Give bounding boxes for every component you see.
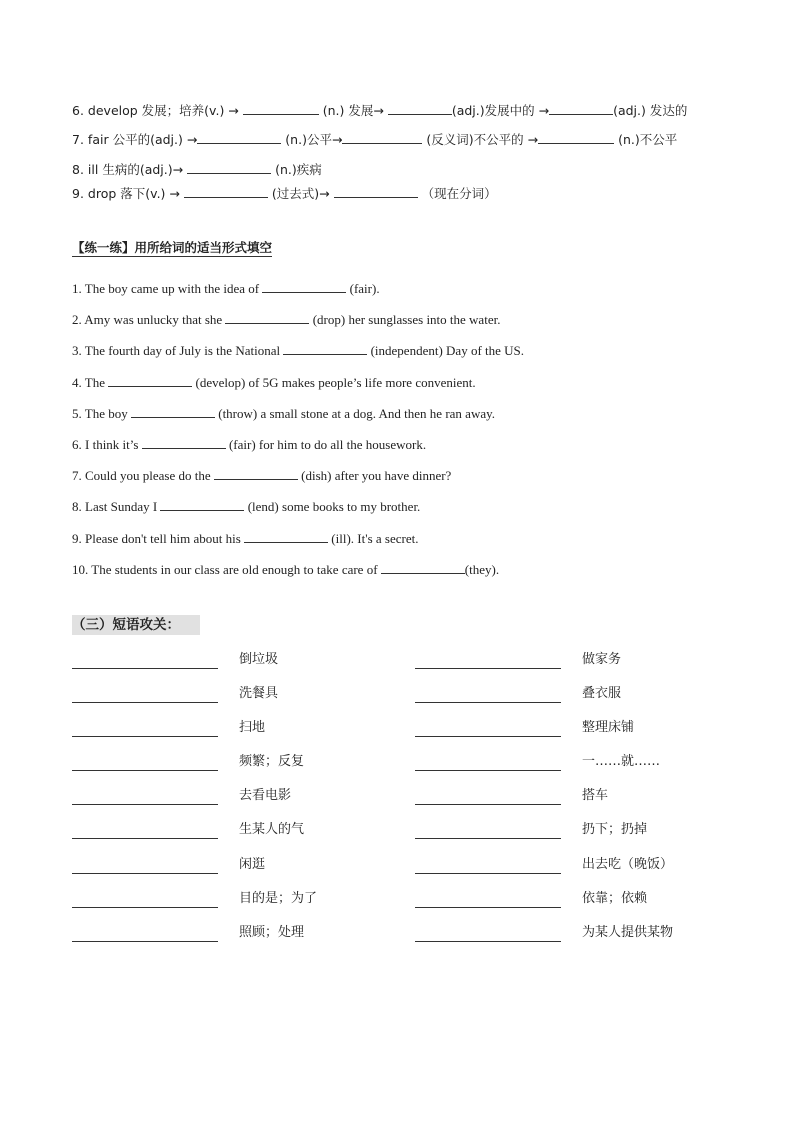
answer-blank[interactable] bbox=[187, 161, 271, 174]
phrase-answer-blank[interactable] bbox=[72, 940, 218, 942]
sentence-end: (dish) after you have dinner? bbox=[301, 468, 452, 483]
phrase-answer-blank[interactable] bbox=[72, 701, 218, 703]
answer-blank[interactable] bbox=[243, 102, 319, 115]
phrase-answer-blank[interactable] bbox=[415, 769, 561, 771]
item-number: 6. bbox=[72, 103, 84, 118]
item-number: 8. bbox=[72, 162, 84, 177]
phrase-answer-blank[interactable] bbox=[72, 837, 218, 839]
phrase-meaning: 依靠；依赖 bbox=[582, 891, 648, 906]
practice-heading: 【练一练】用所给词的适当形式填空 bbox=[72, 240, 273, 255]
sentence-end: (lend) some books to my brother. bbox=[247, 499, 421, 514]
practice-item bbox=[72, 374, 476, 391]
sentence-start: 10. The students in our class are old enough to take care of bbox=[72, 562, 378, 577]
sentence-end: (drop) her sunglasses into the water. bbox=[312, 312, 501, 327]
phrase-answer-blank[interactable] bbox=[415, 667, 561, 669]
phrase-answer-blank[interactable] bbox=[415, 735, 561, 737]
word-prompt: (adj.)发展中的 → bbox=[451, 103, 550, 118]
word-line-6 bbox=[72, 102, 687, 119]
practice-item bbox=[72, 467, 451, 484]
word-prompt: (过去式)→ bbox=[271, 186, 330, 201]
answer-blank[interactable] bbox=[549, 102, 613, 115]
sentence-end: (fair). bbox=[349, 281, 380, 296]
sentence-end: (fair) for him to do all the housework. bbox=[228, 437, 427, 452]
answer-blank[interactable] bbox=[283, 342, 367, 355]
sentence-end: (develop) of 5G makes people’s life more convenient. bbox=[195, 375, 476, 390]
practice-item bbox=[72, 498, 420, 515]
sentence-start: 1. The boy came up with the idea of bbox=[72, 281, 260, 296]
phrase-answer-blank[interactable] bbox=[72, 872, 218, 874]
word-prompt: (adj.) 发达的 bbox=[613, 103, 688, 118]
sentence-end: (they). bbox=[464, 562, 500, 577]
word-prompt: (n.)疾病 bbox=[275, 162, 322, 177]
word-prompt: （现在分词） bbox=[421, 186, 497, 201]
phrase-answer-blank[interactable] bbox=[72, 735, 218, 737]
answer-blank[interactable] bbox=[160, 498, 244, 511]
phrase-meaning: 照顾；处理 bbox=[239, 925, 305, 940]
word-prompt: (n.) 发展→ bbox=[322, 103, 384, 118]
answer-blank[interactable] bbox=[538, 131, 614, 144]
phrase-meaning: 为某人提供某物 bbox=[582, 925, 674, 940]
phrase-meaning: 闲逛 bbox=[239, 857, 266, 872]
phrase-meaning: 扔下；扔掉 bbox=[582, 822, 648, 837]
sentence-start: 6. I think it’s bbox=[72, 437, 139, 452]
phrase-answer-blank[interactable] bbox=[415, 837, 561, 839]
answer-blank[interactable] bbox=[142, 436, 226, 449]
answer-blank[interactable] bbox=[334, 185, 418, 198]
phrase-meaning: 洗餐具 bbox=[239, 686, 279, 701]
answer-blank[interactable] bbox=[262, 280, 346, 293]
phrase-meaning: 做家务 bbox=[582, 652, 622, 667]
phrases-heading: （三）短语攻关： bbox=[72, 615, 200, 635]
sentence-start: 5. The boy bbox=[72, 406, 128, 421]
phrase-meaning: 频繁；反复 bbox=[239, 754, 305, 769]
phrase-answer-blank[interactable] bbox=[72, 769, 218, 771]
answer-blank[interactable] bbox=[131, 405, 215, 418]
phrase-meaning: 目的是；为了 bbox=[239, 891, 318, 906]
phrase-answer-blank[interactable] bbox=[72, 667, 218, 669]
sentence-end: (ill). It's a secret. bbox=[331, 531, 419, 546]
sentence-end: (throw) a small stone at a dog. And then he ran away. bbox=[218, 406, 496, 421]
phrase-answer-blank[interactable] bbox=[72, 803, 218, 805]
word-prompt: ill 生病的(adj.)→ bbox=[87, 162, 184, 177]
practice-item bbox=[72, 436, 426, 453]
answer-blank[interactable] bbox=[244, 530, 328, 543]
phrase-answer-blank[interactable] bbox=[415, 906, 561, 908]
item-number: 7. bbox=[72, 132, 84, 147]
phrase-answer-blank[interactable] bbox=[415, 701, 561, 703]
sentence-start: 2. Amy was unlucky that she bbox=[72, 312, 223, 327]
answer-blank[interactable] bbox=[225, 311, 309, 324]
phrase-meaning: 整理床铺 bbox=[582, 720, 635, 735]
practice-item bbox=[72, 405, 495, 422]
sentence-end: (independent) Day of the US. bbox=[370, 343, 525, 358]
sentence-start: 3. The fourth day of July is the National bbox=[72, 343, 281, 358]
answer-blank[interactable] bbox=[342, 131, 422, 144]
word-line-8 bbox=[72, 161, 322, 178]
word-line-9 bbox=[72, 185, 497, 202]
phrase-meaning: 倒垃圾 bbox=[239, 652, 279, 667]
answer-blank[interactable] bbox=[388, 102, 452, 115]
phrase-answer-blank[interactable] bbox=[72, 906, 218, 908]
sentence-start: 7. Could you please do the bbox=[72, 468, 211, 483]
practice-item bbox=[72, 280, 380, 297]
answer-blank[interactable] bbox=[197, 131, 281, 144]
word-prompt: (反义词)不公平的 → bbox=[426, 132, 539, 147]
phrase-meaning: 去看电影 bbox=[239, 788, 292, 803]
practice-item bbox=[72, 561, 499, 578]
word-prompt: (n.)公平→ bbox=[285, 132, 343, 147]
word-prompt: (n.)不公平 bbox=[618, 132, 678, 147]
phrase-meaning: 搭车 bbox=[582, 788, 609, 803]
phrase-meaning: 一……就…… bbox=[582, 754, 661, 769]
practice-item bbox=[72, 311, 500, 328]
sentence-start: 4. The bbox=[72, 375, 105, 390]
phrase-answer-blank[interactable] bbox=[415, 940, 561, 942]
answer-blank[interactable] bbox=[108, 374, 192, 387]
phrase-meaning: 扫地 bbox=[239, 720, 266, 735]
answer-blank[interactable] bbox=[214, 467, 298, 480]
phrase-meaning: 叠衣服 bbox=[582, 686, 622, 701]
word-prompt: drop 落下(v.) → bbox=[87, 186, 180, 201]
sentence-start: 9. Please don't tell him about his bbox=[72, 531, 241, 546]
phrase-answer-blank[interactable] bbox=[415, 872, 561, 874]
practice-item bbox=[72, 530, 418, 547]
phrase-meaning: 出去吃（晚饭） bbox=[582, 857, 674, 872]
sentence-start: 8. Last Sunday I bbox=[72, 499, 158, 514]
word-prompt: develop 发展；培养(v.) → bbox=[87, 103, 239, 118]
phrase-answer-blank[interactable] bbox=[415, 803, 561, 805]
item-number: 9. bbox=[72, 186, 84, 201]
word-prompt: fair 公平的(adj.) → bbox=[87, 132, 198, 147]
answer-blank[interactable] bbox=[381, 561, 465, 574]
answer-blank[interactable] bbox=[184, 185, 268, 198]
word-line-7 bbox=[72, 131, 677, 148]
practice-item bbox=[72, 342, 524, 359]
phrase-meaning: 生某人的气 bbox=[239, 822, 305, 837]
